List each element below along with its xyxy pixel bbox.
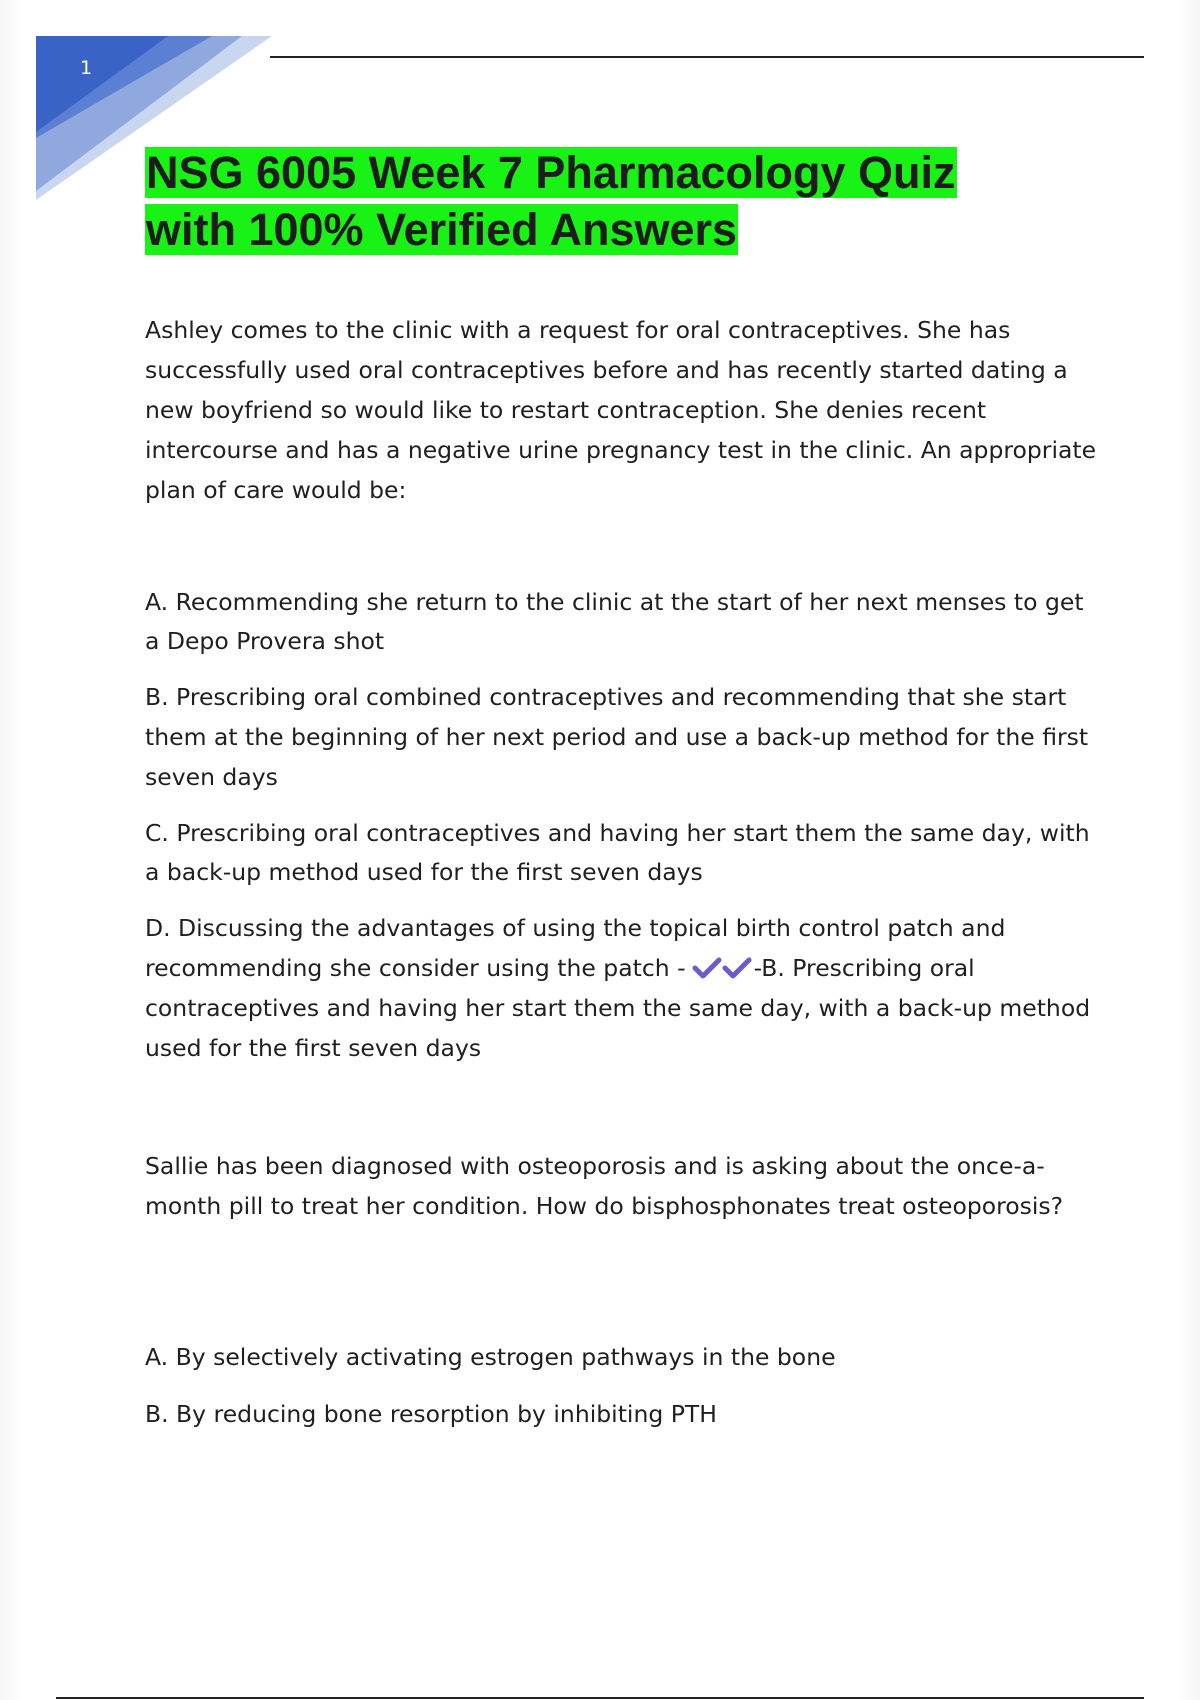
document-title [145,144,1065,258]
question-1-option-b: B. Prescribing oral combined contraceptives and recommending that she start them at the beginning of her next period and use a back-up method for the first seven days [145,683,1089,791]
question-1-option-a: A. Recommending she return to the clinic at the start of her next menses to get a Depo Provera shot [145,588,1084,655]
question-1-stem: Ashley comes to the clinic with a request for oral contraceptives. She has successfully used oral contraceptives before and has recently started dating a new boyfriend so would like to restart contraception. She denies recent intercourse and has a negative urine pregnancy test in the clinic. An appropriate plan of care would be: [145,316,1097,504]
footer-divider [56,1697,1144,1699]
check-mark-icon [722,957,752,979]
question-1-option-c: C. Prescribing oral contraceptives and having her start them the same day, with a back-up method used for the first seven days [145,819,1090,886]
check-mark-icon [692,957,722,979]
question-1-option-d-text: D. Discussing the advantages of using the topical birth control patch and recommending she consider using the patch - [145,914,1006,982]
answer-check-marks [692,954,752,982]
question-2-option-b: B. By reducing bone resorption by inhibiting PTH [145,1400,717,1428]
title-line-2: with 100% Verified Answers [146,204,738,255]
page-number: 1 [80,57,93,79]
question-2-stem: Sallie has been diagnosed with osteoporosis and is asking about the once-a-month pill to treat her condition. How do bisphosphonates treat osteoporosis? [145,1152,1064,1220]
question-1-option-d [145,908,1100,1068]
question-2-option-a: A. By selectively activating estrogen pathways in the bone [145,1343,836,1371]
header-divider [270,56,1144,58]
title-line-1: NSG 6005 Week 7 Pharmacology Quiz [146,147,956,198]
question-1-answer: -B. Prescribing oral contraceptives and having her start them the same day, with a back-up method used for the first seven days [145,954,1091,1062]
